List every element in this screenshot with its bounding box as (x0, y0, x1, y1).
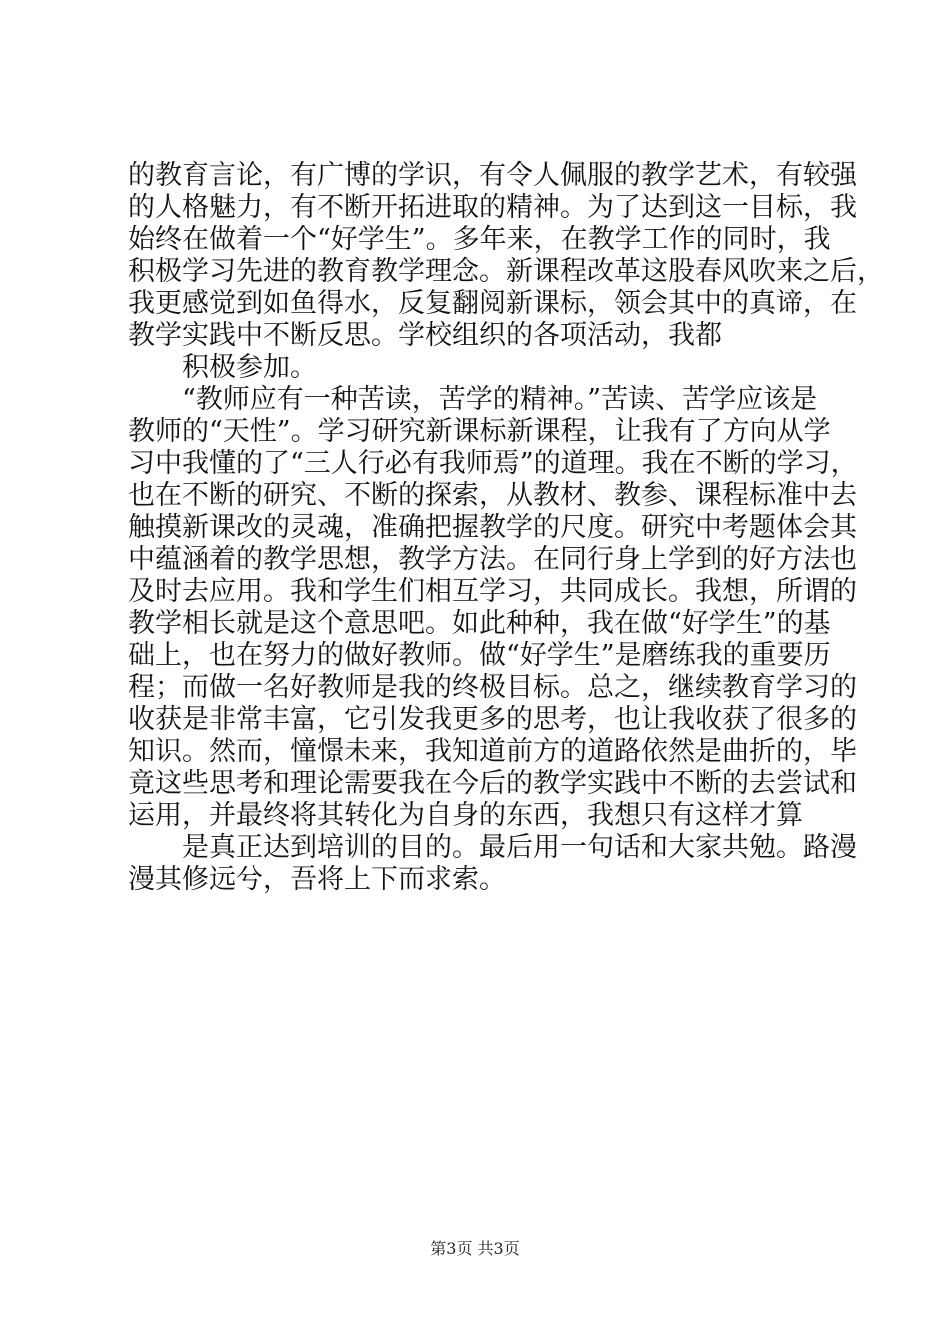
text-line: 也在不断的研究、不断的探索，从教材、教参、课程标准中去 (128, 480, 857, 511)
text-line: 础上，也在努力的做好教师。做“好学生”是磨练我的重要历 (128, 640, 831, 671)
text-line: 教师的“天性”。学习研究新课标新课程，让我有了方向从学 (128, 416, 831, 447)
text-line: 触摸新课改的灵魂，准确把握教学的尺度。研究中考题体会其 (128, 512, 857, 543)
text-line: 习中我懂的了“三人行必有我师焉”的道理。我在不断的学习， (128, 448, 858, 479)
page-footer (0, 1239, 950, 1259)
text-line: 的教育言论，有广博的学识，有令人佩服的教学艺术，有较强 (128, 160, 857, 191)
text-line: 我更感觉到如鱼得水，反复翻阅新课标，领会其中的真谛，在 (128, 288, 857, 319)
text-line: 教学实践中不断反思。学校组织的各项活动，我都 (128, 320, 722, 351)
text-line: “教师应有一种苦读，苦学的精神。”苦读、苦学应该是 (182, 384, 818, 415)
text-line: 积极学习先进的教育教学理念。新课程改革这股春风吹来之后， (128, 256, 884, 287)
page-number: 第3页 共3页 (430, 1239, 520, 1258)
text-line: 中蕴涵着的教学思想，教学方法。在同行身上学到的好方法也 (128, 544, 857, 575)
text-line: 收获是非常丰富，它引发我更多的思考，也让我收获了很多的 (128, 704, 857, 735)
text-line: 教学相长就是这个意思吧。如此种种，我在做“好学生”的基 (128, 608, 831, 639)
text-line: 竟这些思考和理论需要我在今后的教学实践中不断的去尝试和 (128, 768, 857, 799)
text-line: 始终在做着一个“好学生”。多年来，在教学工作的同时，我 (128, 224, 831, 255)
text-line: 积极参加。 (182, 352, 317, 383)
text-line: 是真正达到培训的目的。最后用一句话和大家共勉。路漫 (182, 832, 857, 863)
body-text (128, 160, 884, 896)
text-line: 漫其修远兮，吾将上下而求索。 (128, 864, 506, 895)
text-line: 运用，并最终将其转化为自身的东西，我想只有这样才算 (128, 800, 803, 831)
text-line: 的人格魅力，有不断开拓进取的精神。为了达到这一目标，我 (128, 192, 857, 223)
text-line: 程；而做一名好教师是我的终极目标。总之，继续教育学习的 (128, 672, 857, 703)
text-line: 知识。然而，憧憬未来，我知道前方的道路依然是曲折的，毕 (128, 736, 857, 767)
text-line: 及时去应用。我和学生们相互学习，共同成长。我想，所谓的 (128, 576, 857, 607)
